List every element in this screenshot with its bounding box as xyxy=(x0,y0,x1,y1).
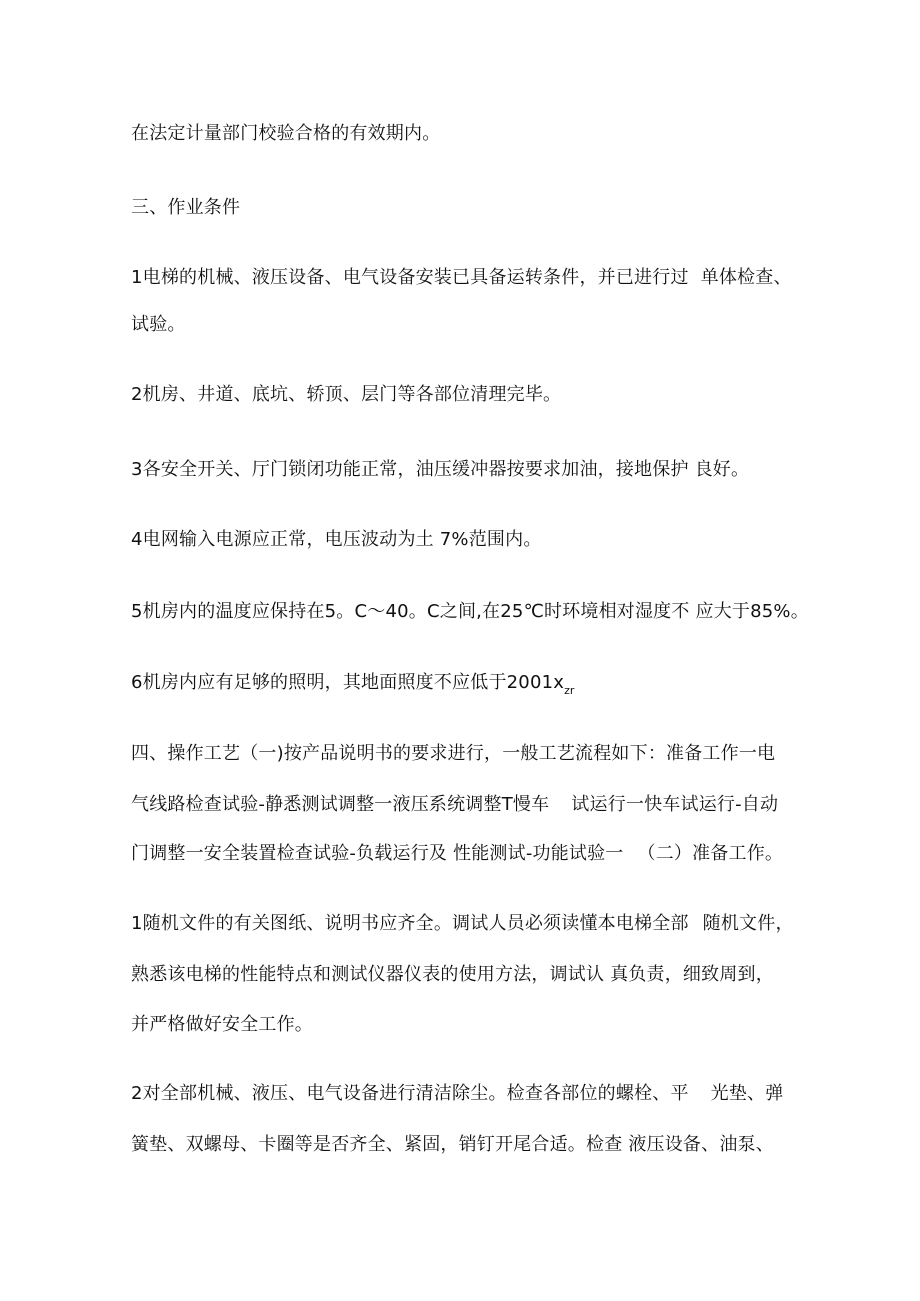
text-line xyxy=(131,793,778,817)
line-text: 2对全部机械、液压、电气设备进行清洁除尘。检查各部位的螺栓、平 xyxy=(131,1083,689,1104)
line-text: 簧垫、双螺母、卡圈等是否齐全、紧固，销钉开尾合适。检查 液压设备、油泵、 xyxy=(131,1134,774,1155)
line-text: 1电梯的机械、液压设备、电气设备安装已具备运转条件，并已进行过 xyxy=(131,267,689,288)
text-line xyxy=(131,963,774,987)
line-text: 四、操作工艺（一)按产品说明书的要求进行，一般工艺流程如下：准备工作一电 xyxy=(131,743,776,764)
line-text: 试验。 xyxy=(131,314,186,335)
text-line xyxy=(131,912,794,936)
line-text: 在法定计量部门校验合格的有效期内。 xyxy=(131,123,441,144)
heading-text: 三、作业条件 xyxy=(131,197,241,218)
line-text-continued: （二）准备工作。 xyxy=(637,843,784,864)
subscript-text: zr xyxy=(564,684,575,697)
text-line xyxy=(131,313,186,337)
text-line xyxy=(131,1133,774,1157)
line-text: 6机房内应有足够的照明，其地面照度不应低于2001x xyxy=(131,672,565,693)
text-line xyxy=(131,1082,783,1106)
line-text: 1随机文件的有关图纸、说明书应齐全。调试人员必须读懂本电梯全部 xyxy=(131,913,689,934)
line-text: 并严格做好安全工作。 xyxy=(131,1014,313,1035)
line-text-continued: 试运行一快车试运行-自动 xyxy=(571,794,779,815)
line-text-continued: 随机文件， xyxy=(702,913,794,934)
text-line xyxy=(131,458,749,482)
line-text: 熟悉该电梯的性能特点和测试仪器仪表的使用方法，调试认 真负责，细致周到， xyxy=(131,964,774,985)
line-text: 5机房内的温度应保持在5。C～40。C之间,在25℃时环境相对湿度不 应大于85%。 xyxy=(131,601,809,622)
line-text: 3各安全开关、厅门锁闭功能正常，油压缓冲器按要求加油，接地保护 良好。 xyxy=(131,459,750,480)
line-text-continued: 单体检查、 xyxy=(700,267,792,288)
section-heading xyxy=(131,196,240,220)
line-text: 2机房、井道、底坑、轿顶、层门等各部位清理完毕。 xyxy=(131,384,562,405)
text-line xyxy=(131,528,542,552)
line-text: 气线路检查试验-静悉测试调整一液压系统调整T慢车 xyxy=(131,794,550,815)
text-line xyxy=(131,742,775,766)
line-text: 门调整一安全装置检查试验-负载运行及 性能测试-功能试验一 xyxy=(131,843,624,864)
text-line xyxy=(131,671,574,697)
text-line xyxy=(131,122,440,146)
line-text: 4电网输入电源应正常，电压波动为土 7%范围内。 xyxy=(131,529,542,550)
text-line xyxy=(131,600,809,624)
text-line xyxy=(131,383,561,407)
text-line xyxy=(131,842,783,866)
text-line xyxy=(131,266,792,290)
line-text-continued: 光垫、弹 xyxy=(710,1083,784,1104)
text-line xyxy=(131,1013,313,1037)
